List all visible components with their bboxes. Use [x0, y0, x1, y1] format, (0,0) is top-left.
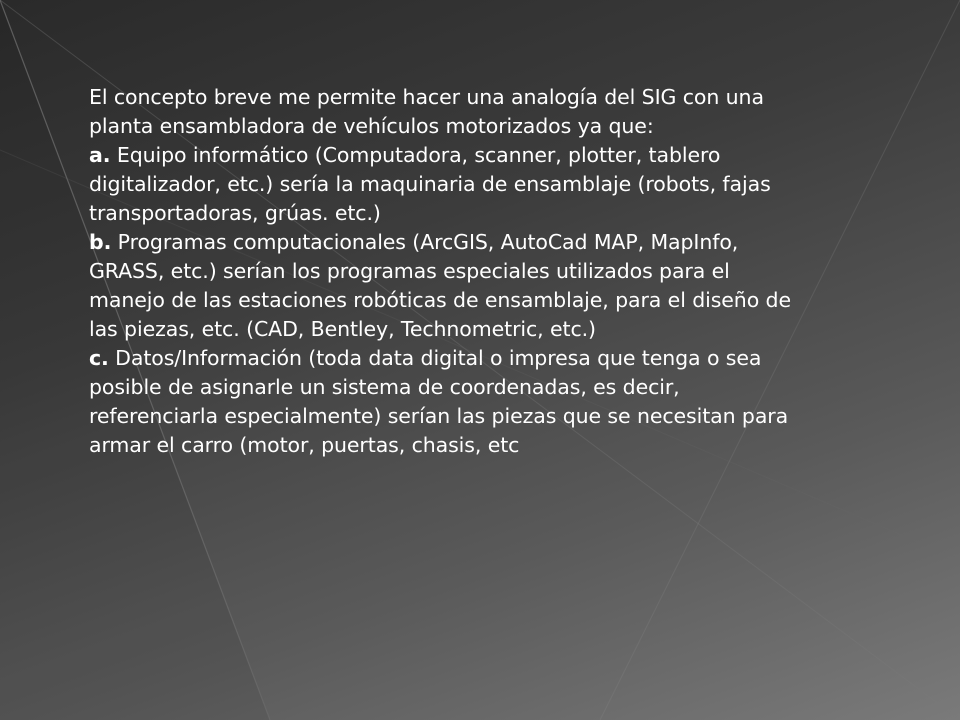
item-marker: a. [89, 143, 111, 167]
item-marker: b. [89, 230, 112, 254]
item-marker: c. [89, 346, 109, 370]
list-item-a [89, 141, 809, 228]
item-text: Programas computacionales (ArcGIS, AutoCad MAP, MapInfo, GRASS, etc.) serían los programas especiales utilizados para el manejo de las estaciones robóticas de ensamblaje, para el diseño de las piezas, etc. (CAD, Bentley, Technometric, etc.) [89, 230, 791, 341]
list-item-c [89, 344, 809, 460]
item-text: Equipo informático (Computadora, scanner, plotter, tablero digitalizador, etc.) sería la maquinaria de ensamblaje (robots, fajas transportadoras, grúas. etc.) [89, 143, 771, 225]
item-text: Datos/Información (toda data digital o impresa que tenga o sea posible de asignarle un sistema de coordenadas, es decir, referenciarla especialmente) serían las piezas que se necesitan para armar el carro (motor, puertas, chasis, etc [89, 346, 789, 457]
intro-paragraph: El concepto breve me permite hacer una analogía del SIG con una planta ensambladora de vehículos motorizados ya que: [89, 85, 764, 138]
slide-body [89, 83, 809, 460]
list-item-b [89, 228, 809, 344]
